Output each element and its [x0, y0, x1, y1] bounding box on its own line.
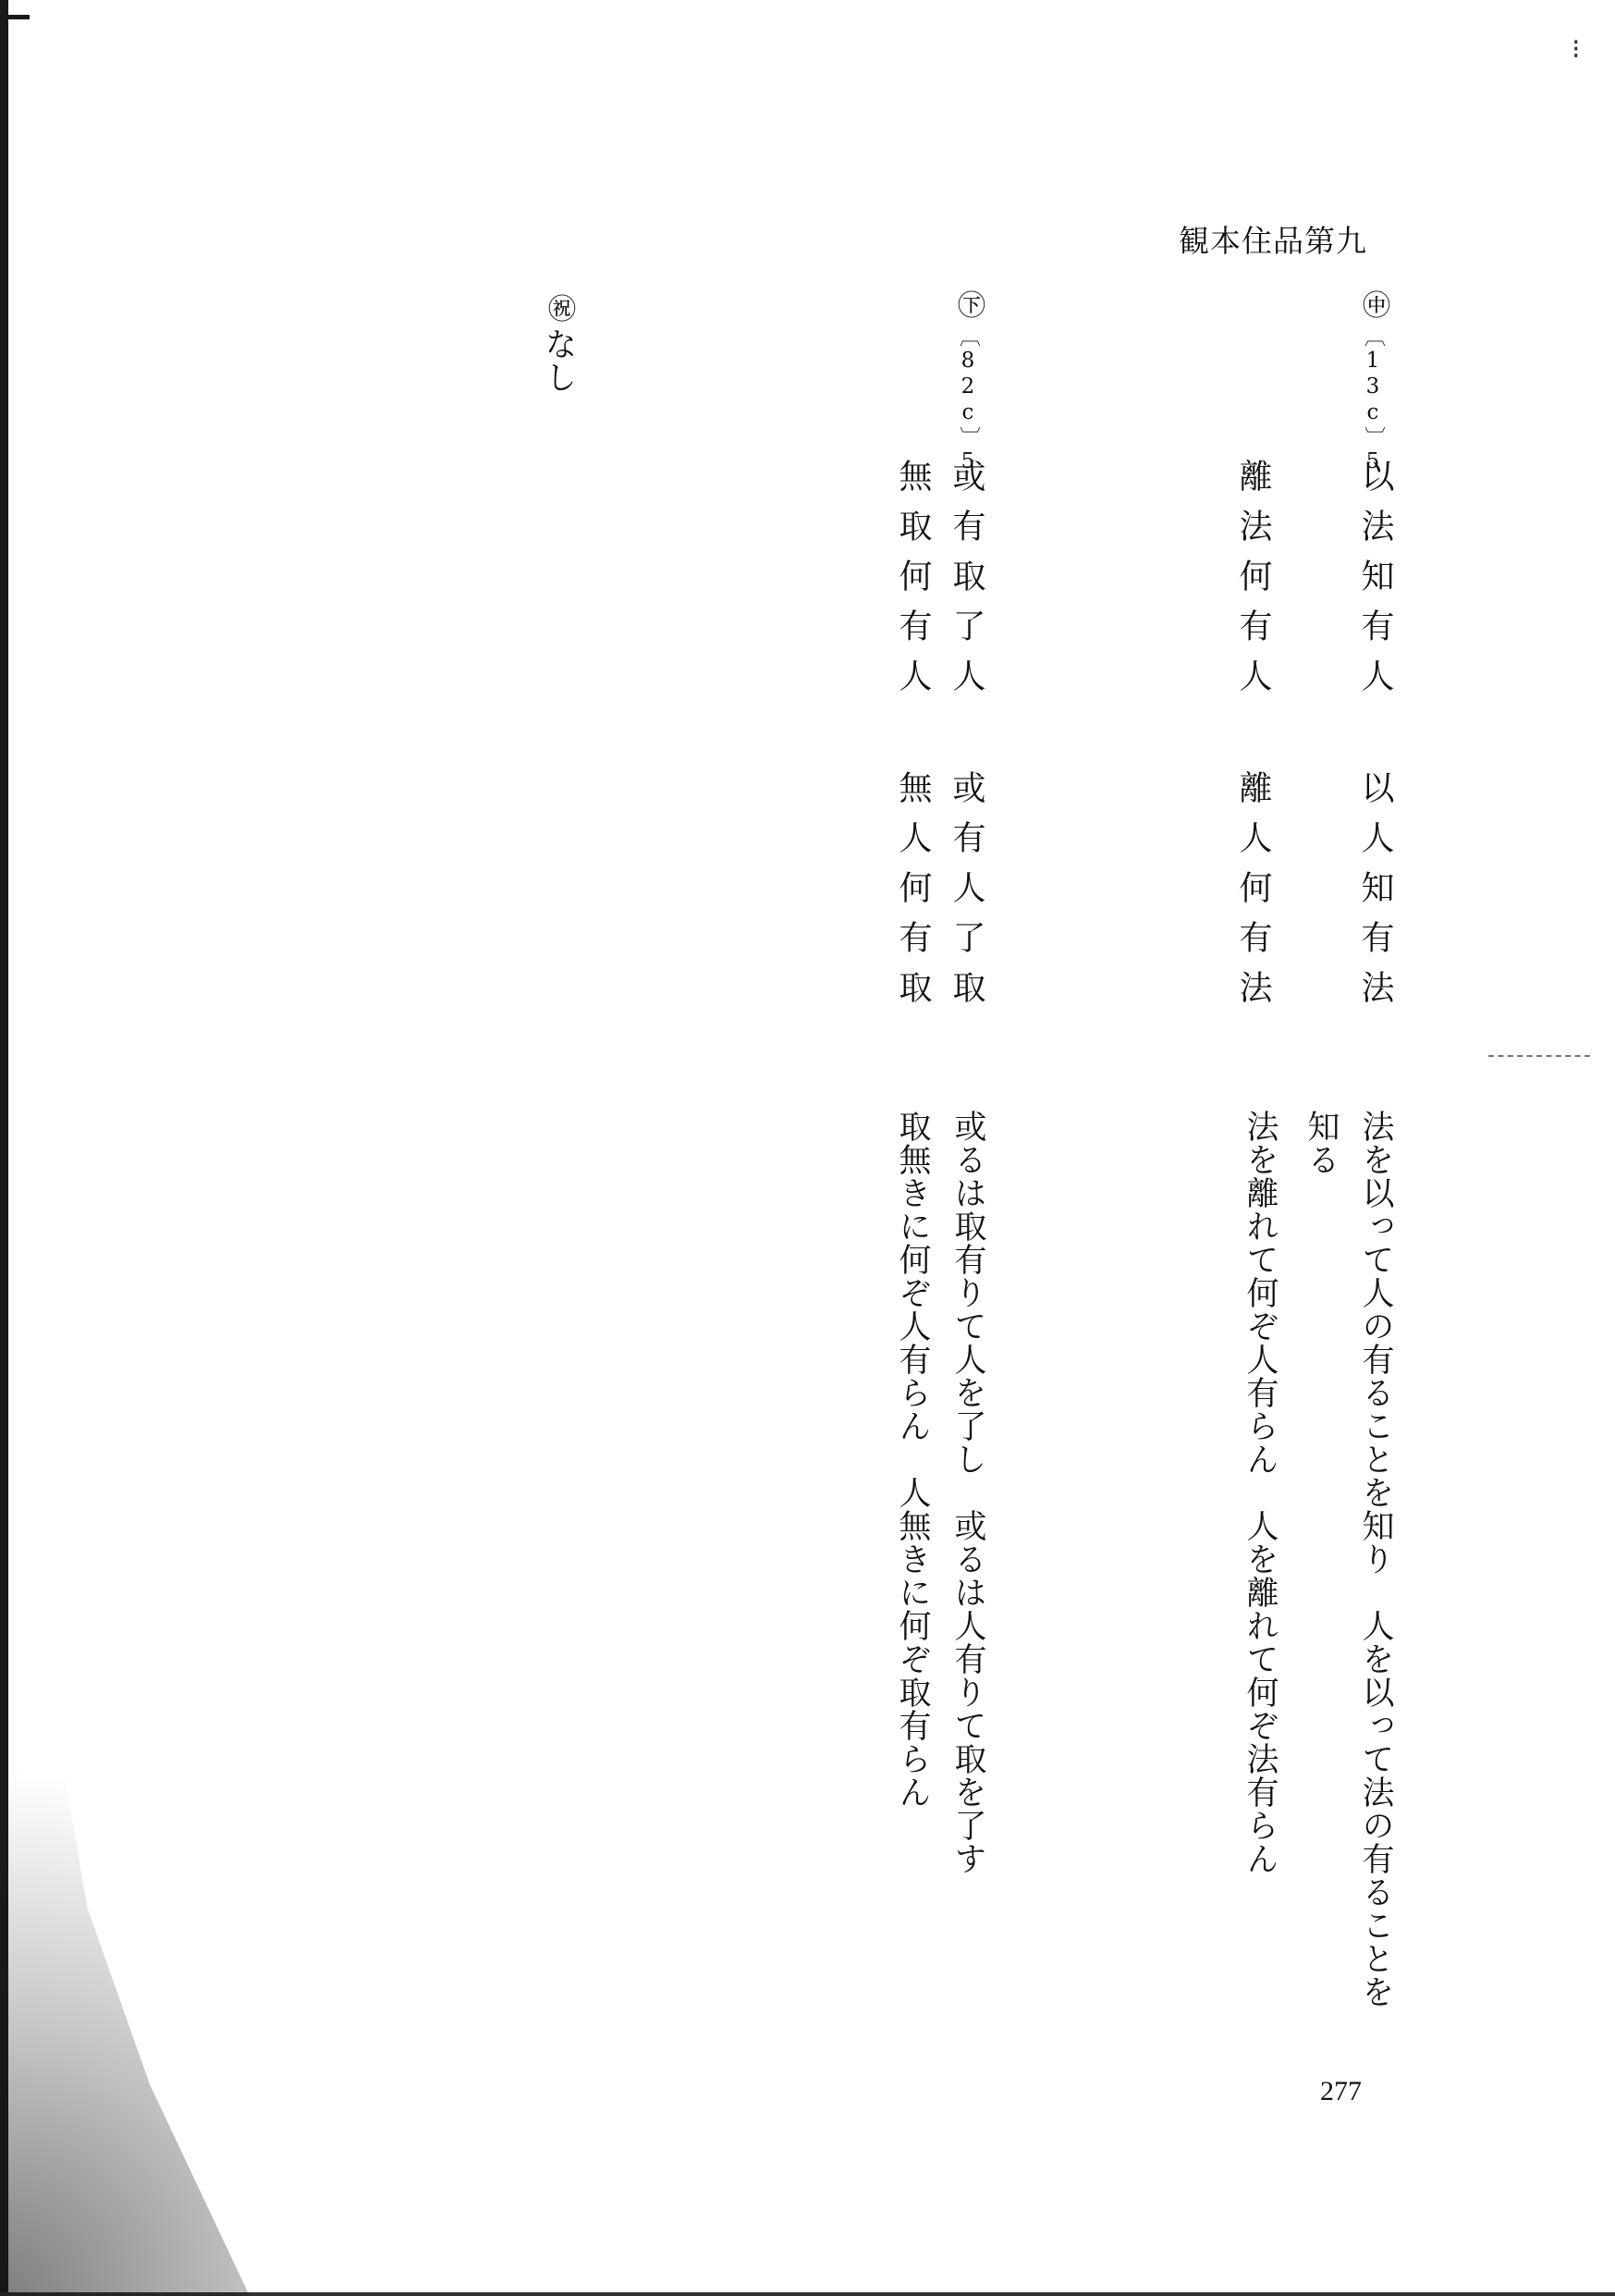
note-1-column [1359, 290, 1387, 475]
scan-dash-mark [1488, 1055, 1590, 1057]
note-3-mark: ㊗ [543, 294, 575, 322]
note-2-column [952, 290, 985, 475]
note-2-reading-line-1: 或るは取有りて人を了し 或るは人有りて取を了す [949, 1110, 986, 1875]
note-2-reference: 〔82c〕5 [956, 325, 980, 475]
note-1-verse-line-1-part-1: 以法知有人 [1356, 459, 1394, 708]
scan-shadow-speckle [0, 1590, 250, 2296]
scan-mark-top-left [0, 15, 30, 19]
note-1-verse-line-1-part-2: 以人知有法 [1356, 770, 1394, 1020]
note-2-verse-line-1-part-2: 或有人了取 [948, 770, 985, 1020]
note-3-text: なし [540, 327, 577, 394]
note-1-verse-line-2-part-1: 離法何有人 [1234, 459, 1272, 708]
note-2-verse-line-1-part-1: 或有取了人 [948, 459, 985, 708]
note-1-reading-line-3: 法を離れて何ぞ人有らん 人を離れて何ぞ法有らん [1242, 1110, 1279, 1875]
note-2-mark: ㊦ [952, 290, 985, 318]
scan-corner-mark: ⁝ [1572, 33, 1581, 66]
page-number: 277 [1320, 2076, 1362, 2106]
page-header-title: 観本住品第九 [1179, 223, 1367, 259]
note-2-verse-line-2-part-2: 無人何有取 [894, 770, 932, 1020]
note-1-reading-line-1: 法を以って人の有ることを知り 人を以って法の有ることを [1357, 1110, 1394, 2008]
note-1-verse-line-2-part-2: 離人何有法 [1234, 770, 1272, 1020]
note-1-reading-line-2: 知る [1303, 1110, 1340, 1176]
note-2-verse-line-2-part-1: 無取何有人 [894, 459, 932, 708]
note-3-column [540, 294, 577, 394]
note-1-mark: ㊥ [1357, 290, 1389, 318]
note-1-reference: 〔13c〕5 [1361, 325, 1385, 475]
note-2-reading-line-2: 取無きに何ぞ人有らん 人無きに何ぞ取有らん [894, 1110, 931, 1809]
